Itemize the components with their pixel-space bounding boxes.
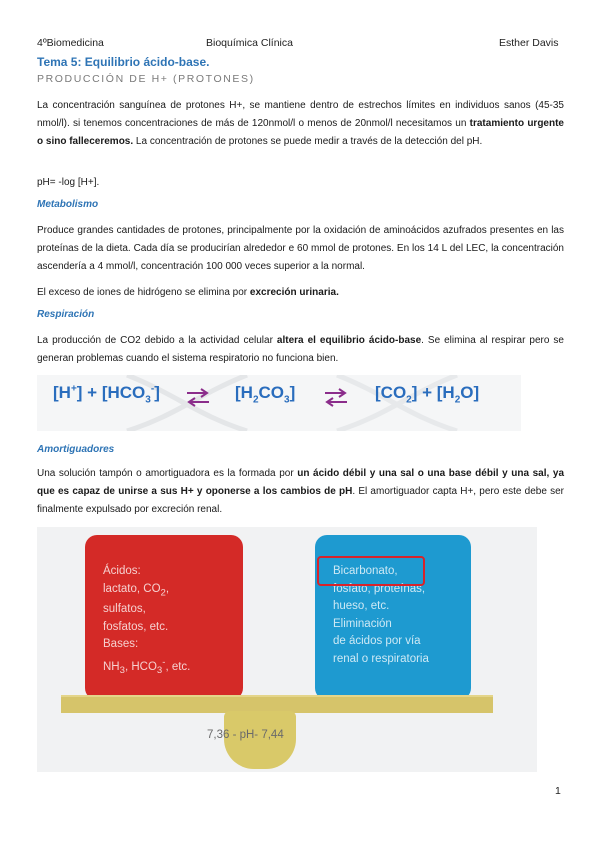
equation-term-carbonic-acid: $[H_2CO_3]$ bbox=[235, 383, 296, 406]
heading-metabolismo: Metabolismo bbox=[37, 199, 99, 210]
equilibrium-arrows-icon bbox=[323, 386, 349, 408]
heading-amortiguadores: Amortiguadores bbox=[37, 444, 115, 455]
equilibrium-arrows-icon bbox=[185, 386, 211, 408]
metabolismo-excretion: El exceso de iones de hidrógeno se elimina por excreción urinaria. bbox=[37, 287, 339, 298]
ph-formula: pH= -log [H+]. bbox=[37, 177, 100, 188]
equation-panel bbox=[37, 375, 521, 431]
buffer-balance-figure bbox=[37, 527, 537, 772]
header-course: 4ºBiomedicina bbox=[37, 37, 104, 49]
document-title: Tema 5: Equilibrio ácido-base. bbox=[37, 55, 210, 69]
ph-range-label: 7,36 - pH- 7,44 bbox=[207, 729, 284, 741]
heading-respiracion: Respiración bbox=[37, 309, 95, 320]
intro-paragraph: La concentración sanguínea de protones H+, se mantiene dentro de estrechos límites en individuos sanos (45-35 nmol/l). si tenemos concentraciones de más de 120nmol/l o menos de 20nmol/l necesitamos un tratamiento urgente o sino falleceremos. La concentración de protones se puede medir a través de la detección del pH. bbox=[37, 100, 564, 147]
page-number: 1 bbox=[555, 785, 561, 797]
header-author: Esther Davis bbox=[499, 37, 559, 49]
acids-bases-list: Ácidos: lactato, $CO_2$, sulfatos, fosfatos, etc. Bases: $NH_3$, $HCO_3^-$, etc. bbox=[103, 565, 191, 676]
respiracion-paragraph: La producción de CO2 debido a la actividad celular altera el equilibrio ácido-base. Se elimina al respirar pero se generan problemas cuando el sistema respiratorio no funciona bien. bbox=[37, 335, 564, 364]
equation-term-co2-water: $[CO_2] + [H_2O]$ bbox=[375, 383, 480, 406]
metabolismo-paragraph: Produce grandes cantidades de protones, principalmente por la oxidación de aminoácidos azufrados presentes en las proteínas de la dieta. Cada día se producirían alrededor e 60 mmol de protones. En los 14 L del LEC, la concentración ascendería a 4 mmol/l, concentración 100 000 veces superior a la normal. bbox=[37, 225, 564, 272]
acids-bases-box bbox=[85, 535, 243, 700]
buffers-list: Bicarbonato, fosfato, proteínas, hueso, etc. Eliminación de ácidos por vía renal o respiratoria bbox=[333, 565, 429, 665]
section-title: PRODUCCIÓN DE H+ (PROTONES) bbox=[37, 73, 255, 85]
equation-term-h-bicarbonate: $[H^+] + [HCO_3^-]$ bbox=[53, 383, 160, 406]
bicarbonate-highlight bbox=[317, 556, 425, 586]
header-subject: Bioquímica Clínica bbox=[206, 37, 293, 49]
amortiguadores-paragraph: Una solución tampón o amortiguadora es la formada por un ácido débil y una sal o una base débil y una sal, ya que es capaz de unirse a sus H+ y oponerse a los cambios de pH. El amortiguador capta H+, pero este debe ser finalmente expulsado por excreción renal. bbox=[37, 468, 565, 515]
